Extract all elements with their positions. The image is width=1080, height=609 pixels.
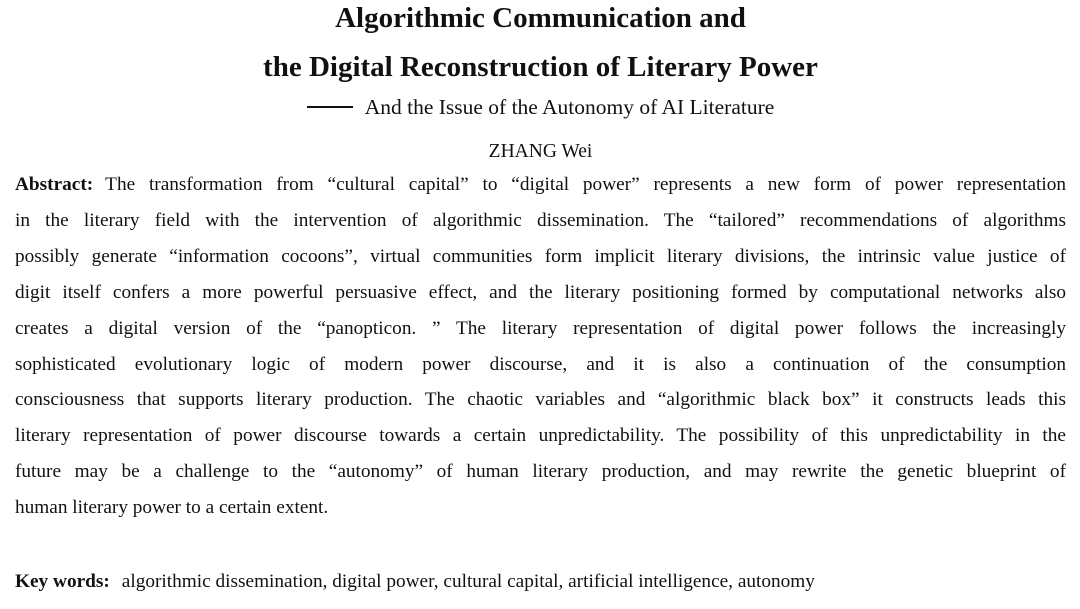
abstract-label: Abstract: <box>15 174 94 195</box>
author-name: ZHANG Wei <box>488 140 593 162</box>
abstract-line: digit itself confers a more powerful persuasive effect, and the literary positioning formed by computational networks also <box>15 281 1066 303</box>
abstract-line: sophisticated evolutionary logic of modern power discourse, and it is also a continuation of the consumption <box>15 353 1066 375</box>
paper-subtitle <box>15 97 1066 119</box>
subtitle-text: And the Issue of the Autonomy of AI Literature <box>364 95 775 119</box>
abstract-line: in the literary field with the intervention of algorithmic dissemination. The “tailored” recommendations of algorithms <box>15 209 1066 231</box>
abstract-line: future may be a challenge to the “autonomy” of human literary production, and may rewrite the genetic blueprint of <box>15 461 1066 483</box>
keywords-label: Key words: <box>15 571 110 593</box>
abstract-line: possibly generate “information cocoons”, virtual communities form implicit literary divisions, the intrinsic value justice of <box>15 245 1066 267</box>
abstract-line: consciousness that supports literary production. The chaotic variables and “algorithmic black box” it constructs leads this <box>15 389 1066 411</box>
abstract-line: literary representation of power discourse towards a certain unpredictability. The possibility of this unpredictability in the <box>15 425 1066 447</box>
paper-title-line-2: the Digital Reconstruction of Literary Power <box>263 51 818 83</box>
keywords-text: algorithmic dissemination, digital power, cultural capital, artificial intelligence, autonomy <box>121 571 815 593</box>
abstract-line: creates a digital version of the “panopticon. ” The literary representation of digital power follows the increasingly <box>15 317 1066 339</box>
abstract-line <box>15 167 1066 203</box>
abstract-paragraph <box>15 167 1066 526</box>
abstract-line-text: The transformation from “cultural capital” to “digital power” represents a new form of power representation <box>105 174 1066 195</box>
keywords-line <box>15 572 1066 591</box>
abstract-line: human literary power to a certain extent. <box>15 497 329 519</box>
paper-title-line-1: Algorithmic Communication and <box>335 2 746 34</box>
subtitle-dash <box>307 106 353 108</box>
